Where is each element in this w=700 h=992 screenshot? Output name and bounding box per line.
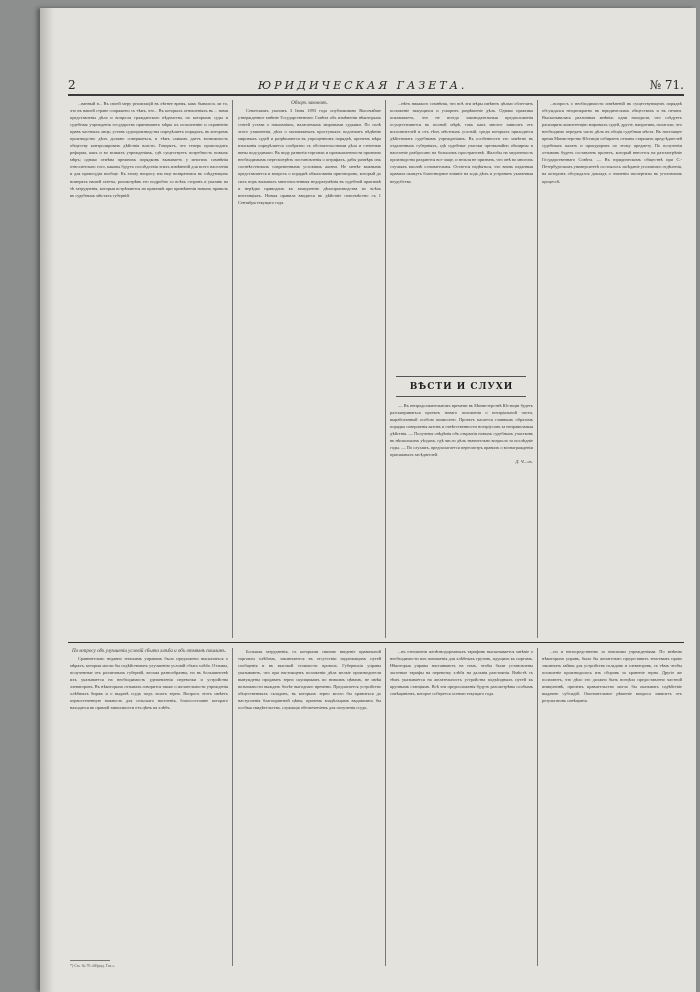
column-divider <box>537 100 538 638</box>
section-rule <box>396 396 526 397</box>
column-2-bottom <box>238 648 381 966</box>
section-subtitle: Обзоръ законовъ. <box>291 101 328 106</box>
column-4-bottom <box>542 648 682 966</box>
news-section-title: ВѢСТИ И СЛУХИ <box>409 382 514 392</box>
footnote-rule <box>70 960 110 961</box>
article-text: Сравнительно недавно земскимъ управамъ было предложено высказаться о мѣрахъ, которыя могли бы содѣйствовать улучшенію условій сбыта хлѣба. Отзывы, полученные отъ различныхъ губерній, весьма разнообразны, но въ большинствѣ ихъ указывается на необходимость удешевленія перевозки и устройства элеваторовъ. Въ нѣкоторыхъ отзывахъ говорится также о желательности учрежденія хлѣбныхъ биржъ и о выдачѣ ссудъ подъ залогъ зерна. Вопросъ этотъ имѣетъ первостепенную важность для сельскаго населенія, благосостояніе котораго находится въ прямой зависимости отъ цѣнъ на хлѣбъ. <box>70 656 228 711</box>
footnote: *) См. № 70 «Юрид. Газ.». <box>70 963 116 968</box>
issue-number: № 71. <box>649 78 684 92</box>
article-subtitle: По вопросу объ улучшеніи условій сбыта хлѣба и объ отмѣнѣ пошлинъ. <box>71 649 227 654</box>
page-number: 2 <box>68 78 76 92</box>
column-divider <box>232 100 233 638</box>
column-2-top <box>238 100 381 638</box>
column-divider <box>537 648 538 966</box>
section-rule <box>396 376 526 377</box>
column-divider <box>385 100 386 638</box>
newspaper-title: ЮРИДИЧЕСКАЯ ГАЗЕТА. <box>257 79 468 92</box>
article-text: ...ванный в... Въ своей меру реализацій въ лѣтнее время, какъ бывалось ли то, что въ нашей стране сопряжено съ тѣмъ, что... Въ которыхъ отношеніяхъ въ ... нами представлены дѣла и вопросы гражданскаго вѣдомства, по которымъ суды и судебныя учрежденія государства принимаютъ мѣры къ исполненію и охраненію правъ частныхъ лицъ; уставъ судопроизводства опредѣляетъ порядокъ, въ которомъ производство дѣлъ должно совершаться, и тѣмъ самымъ даетъ возможность обществу контролировать дѣйствія власти. Говорятъ, что теперь происходитъ реформа, какъ и во всякихъ учрежденіяхъ, гдѣ существуетъ потребность новыхъ мѣръ; однако отмѣна прежнихъ порядковъ вызываетъ у многихъ сомнѣнія относительно того, каковы будутъ послѣдствія этихъ измѣненій для всего населенія и для правосудія вообще. Къ этому вопросу мы еще возвратимся въ слѣдующихъ номерахъ нашей газеты, разсмотрѣвъ его подробно со всѣхъ сторонъ и указавъ на тѣ затрудненія, которыя встрѣчаются на практикѣ при примѣненіи новыхъ правилъ въ судебныхъ мѣстахъ губерній. <box>70 101 228 198</box>
article-text: Сенатскимъ указомъ 3 Іюня 1893 года опубликовано Высочайше утвержденное мнѣніе Государственнаго Совѣта объ измѣненіи нѣкоторыхъ статей устава о наказаніяхъ, налагаемыхъ мировыми судьями. По силѣ этого узаконенія, дѣла о маловажныхъ проступкахъ подлежатъ вѣдѣнію мировыхъ судей и разрѣшаются въ упрощенномъ порядкѣ, причемъ мѣра взысканія опредѣляется сообразно съ обстоятельствами дѣла и степенью вины подсудимаго. Въ виду развитія торговли и промышленности признано необходимымъ пересмотрѣть постановленія о штрафахъ, дабы размѣръ ихъ соотвѣтствовалъ современнымъ условіямъ жизни. Не менѣе важнымъ представляется и вопросъ о порядкѣ обжалованія приговоровъ, который до сихъ поръ вызывалъ многочисленныя недоразумѣнія въ судебной практикѣ и нерѣдко приводилъ къ замедленію дѣлопроизводства во всѣхъ инстанціяхъ. Новыя правила вводятся въ дѣйствіе повсемѣстно съ 1 Сентября текущаго года. <box>238 108 381 205</box>
column-3-top <box>390 100 533 370</box>
column-3-bottom <box>390 648 533 966</box>
column-1-bottom <box>70 648 228 958</box>
newspaper-page <box>40 8 696 992</box>
article-text: ...въ отношеніи желѣзнодорожныхъ тарифовъ высказывается мнѣніе о необходимости ихъ пониженія для хлѣбныхъ грузовъ, идущихъ къ портамъ. Нѣкоторыя управы настаиваютъ на томъ, чтобы были установлены льготные тарифы на перевозку хлѣба на дальнія разстоянія. Вмѣстѣ съ тѣмъ указывается на желательность устройства подъѣздныхъ путей къ крупнымъ станціямъ. Всѣ эти предположенія будутъ разсмотрѣны особымъ совѣщаніемъ, которое соберется осенью текущаго года. <box>390 649 533 697</box>
column-3-news <box>390 402 533 638</box>
column-divider <box>385 648 386 966</box>
column-1-top <box>70 100 228 638</box>
article-text: Большая затрудненія, съ которыми связано введеніе правильной торговли хлѣбомъ, заключаются въ отсутствіи надлежащихъ путей сообщенія и въ высокой стоимости провоза. Губернскія управы указываютъ, что при настоящемъ положеніи дѣла мелкіе производители вынуждены продавать зерно скупщикамъ по низкимъ цѣнамъ, не имѣя возможности выждать болѣе выгоднаго времени. Предлагается устройство общественныхъ складовъ, въ которыхъ зерно могло бы храниться до наступленія благопріятной цѣны, причемъ владѣльцамъ выдавались бы особыя свидѣтельства, служащія обезпеченіемъ для полученія ссудъ. <box>238 649 381 711</box>
author-signature: Д. Ч—чъ. <box>515 459 533 465</box>
page-header <box>68 72 684 96</box>
article-text: ...но и непосредственно за земскими учрежденіями. По мнѣнію нѣкоторыхъ управъ, было бы желательно предоставить земствамъ право заключать займы для устройства складовъ и элеваторовъ, съ тѣмъ чтобы погашеніе производилось изъ сборовъ за храненіе зерна. Другіе же полагаютъ, что дѣло это должно быть всецѣло предоставлено частной иниціативѣ, причемъ правительство могло бы оказывать содѣйствіе выдачею субсидій. Окончательное рѣшеніе вопроса зависитъ отъ результатовъ совѣщанія. <box>542 649 682 704</box>
article-text: ...вопросъ о необходимости измѣненій въ существующемъ порядкѣ обсуждался неоднократно въ юридическихъ обществахъ и въ печати. Высказывались различныя мнѣнія: одни находили, что слѣдуетъ расширить компетенцію мировыхъ судей, другіе, напротивъ, полагали, что необходимо передать часть дѣлъ въ общія судебныя мѣста. Въ настоящее время Министерство Юстиціи собираетъ отзывы старшихъ предсѣдателей судебныхъ палатъ и прокуроровъ по этому предмету. По полученіи отзывовъ будетъ составленъ проектъ, который внесется на разсмотрѣніе Государственнаго Совѣта. — Въ юридическомъ обществѣ при С.-Петербургскомъ университетѣ состоялось засѣданіе уголовнаго отдѣленія, на которомъ обсуждался докладъ о значеніи экспертизы въ уголовномъ процессѣ. <box>542 101 682 184</box>
column-4-top <box>542 100 682 638</box>
column-divider <box>232 648 233 966</box>
article-text: ...нѣтъ никакого сомнѣнія, что всѣ эти мѣры имѣютъ цѣлью облегчить положеніе тяжущихся и ускорить разрѣшеніе дѣлъ. Однако практика показываетъ, что не всегда законодательныя предположенія осуществляются въ полной мѣрѣ, такъ какъ многое зависитъ отъ исполнителей и отъ тѣхъ мѣстныхъ условій, среди которыхъ приходится дѣйствовать судебнымъ учрежденіямъ. Въ особенности это замѣтно въ отдаленныхъ губерніяхъ, гдѣ судебные участки чрезвычайно обширны и населеніе разбросано на большомъ пространствѣ. Жалобы на медленность производства раздаются все чаще, и нельзя не признать, что онѣ во многихъ случаяхъ вполнѣ основательны. Остается надѣяться, что вновь изданныя правила окажутъ благотворное вліяніе на ходъ дѣлъ и устранятъ указанныя неудобства. <box>390 101 533 184</box>
news-text: — Въ непродолжительномъ времени въ Министерствѣ Юстиціи будетъ разсматриваться проектъ новаго положенія о нотаріальной части, выработанный особою комиссіею. Проектъ касается главнымъ образомъ порядка совершенія актовъ и отвѣтственности нотаріусовъ за неправильныя дѣйствія. — Получены свѣдѣнія объ открытіи новыхъ судебныхъ участковъ въ нѣсколькихъ уѣздахъ, гдѣ число дѣлъ значительно возрасло за послѣдніе годы. — По слухамъ, предполагается пересмотръ правилъ о вознагражденіи присяжныхъ засѣдателей. <box>390 403 533 458</box>
binding-shadow <box>40 8 54 992</box>
section-divider <box>68 642 684 643</box>
